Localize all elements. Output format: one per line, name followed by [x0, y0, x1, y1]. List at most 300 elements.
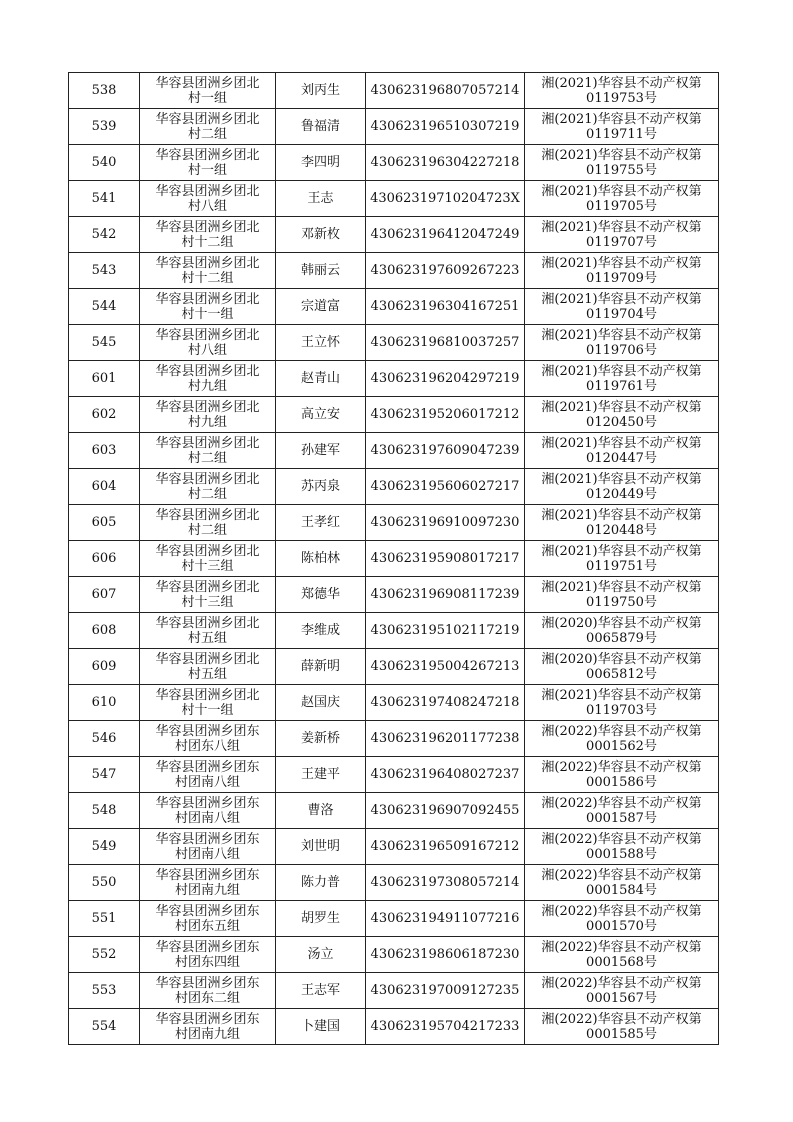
id-number-cell — [366, 829, 525, 865]
owner-name-cell — [276, 469, 366, 505]
table-row — [69, 433, 719, 469]
table-row — [69, 109, 719, 145]
certificate-cell-text: 湘(2022)华容县不动产权第 — [541, 867, 702, 883]
row-number-cell-text: 546 — [91, 731, 117, 746]
owner-name-cell-text: 刘世明 — [300, 839, 340, 854]
row-number-cell — [69, 469, 140, 505]
certificate-cell-text: 湘(2022)华容县不动产权第 — [541, 759, 702, 775]
row-number-cell-text: 550 — [91, 875, 117, 890]
owner-name-cell-text: 姜新桥 — [300, 731, 340, 746]
location-cell-text: 村团南八组 — [174, 810, 240, 826]
location-cell-text: 村二组 — [187, 522, 227, 538]
id-number-cell — [366, 505, 525, 541]
location-cell-text: 村团东八组 — [174, 738, 240, 754]
certificate-cell — [525, 361, 719, 397]
certificate-cell — [525, 217, 719, 253]
location-cell — [140, 469, 276, 505]
id-number-cell-text: 430623196304227218 — [370, 155, 520, 170]
location-cell-text: 村二组 — [187, 450, 227, 466]
location-cell-text: 华容县团洲乡团北 — [155, 291, 260, 307]
certificate-cell-text: 湘(2021)华容县不动产权第 — [541, 147, 702, 163]
owner-name-cell-text: 汤立 — [307, 947, 334, 962]
owner-name-cell-text: 刘丙生 — [300, 83, 340, 98]
id-number-cell — [366, 289, 525, 325]
id-number-cell — [366, 757, 525, 793]
row-number-cell — [69, 505, 140, 541]
id-number-cell-text: 430623196907092455 — [370, 803, 520, 818]
owner-name-cell-text: 赵国庆 — [300, 695, 340, 710]
location-cell-text: 村一组 — [187, 162, 227, 178]
location-cell — [140, 433, 276, 469]
row-number-cell-text: 554 — [91, 1019, 117, 1034]
location-cell-text: 华容县团洲乡团北 — [155, 147, 260, 163]
table-row — [69, 361, 719, 397]
location-cell-text: 村十二组 — [181, 234, 234, 250]
row-number-cell — [69, 973, 140, 1009]
certificate-cell — [525, 505, 719, 541]
owner-name-cell — [276, 361, 366, 397]
row-number-cell — [69, 433, 140, 469]
owner-name-cell-text: 宗道富 — [300, 299, 340, 314]
table-row — [69, 289, 719, 325]
certificate-cell-text: 0119753号 — [586, 90, 657, 106]
owner-name-cell-text: 曹洛 — [307, 803, 334, 818]
location-cell-text: 华容县团洲乡团北 — [155, 183, 260, 199]
row-number-cell — [69, 685, 140, 721]
certificate-cell — [525, 541, 719, 577]
location-cell-text: 华容县团洲乡团北 — [155, 471, 260, 487]
certificate-cell-text: 0119709号 — [586, 270, 657, 286]
row-number-cell-text: 538 — [91, 83, 117, 98]
owner-name-cell — [276, 685, 366, 721]
row-number-cell-text: 542 — [91, 227, 117, 242]
row-number-cell-text: 608 — [91, 623, 117, 638]
certificate-cell-text: 0119750号 — [586, 594, 657, 610]
certificate-cell — [525, 649, 719, 685]
owner-name-cell — [276, 433, 366, 469]
records-table — [68, 72, 719, 1045]
id-number-cell — [366, 181, 525, 217]
certificate-cell-text: 湘(2021)华容县不动产权第 — [541, 363, 702, 379]
row-number-cell-text: 548 — [91, 803, 117, 818]
location-cell — [140, 757, 276, 793]
certificate-cell-text: 湘(2021)华容县不动产权第 — [541, 579, 702, 595]
certificate-cell — [525, 577, 719, 613]
owner-name-cell — [276, 73, 366, 109]
location-cell-text: 华容县团洲乡团东 — [155, 759, 260, 775]
row-number-cell — [69, 829, 140, 865]
certificate-cell-text: 0120449号 — [586, 486, 657, 502]
certificate-cell-text: 湘(2021)华容县不动产权第 — [541, 471, 702, 487]
id-number-cell-text: 430623196509167212 — [370, 839, 520, 854]
location-cell-text: 华容县团洲乡团北 — [155, 435, 260, 451]
location-cell-text: 村十一组 — [181, 702, 234, 718]
certificate-cell-text: 湘(2021)华容县不动产权第 — [541, 291, 702, 307]
row-number-cell — [69, 613, 140, 649]
id-number-cell — [366, 937, 525, 973]
certificate-cell-text: 湘(2022)华容县不动产权第 — [541, 975, 702, 991]
certificate-cell-text: 湘(2021)华容县不动产权第 — [541, 507, 702, 523]
id-number-cell — [366, 865, 525, 901]
certificate-cell-text: 湘(2021)华容县不动产权第 — [541, 183, 702, 199]
id-number-cell — [366, 469, 525, 505]
location-cell-text: 华容县团洲乡团北 — [155, 111, 260, 127]
location-cell-text: 村团南八组 — [174, 774, 240, 790]
certificate-cell-text: 湘(2022)华容县不动产权第 — [541, 723, 702, 739]
certificate-cell — [525, 181, 719, 217]
owner-name-cell-text: 邓新枚 — [300, 227, 340, 242]
row-number-cell — [69, 937, 140, 973]
owner-name-cell-text: 王孝红 — [300, 515, 340, 530]
row-number-cell — [69, 865, 140, 901]
location-cell-text: 华容县团洲乡团北 — [155, 651, 260, 667]
row-number-cell — [69, 397, 140, 433]
location-cell — [140, 109, 276, 145]
location-cell — [140, 901, 276, 937]
location-cell — [140, 685, 276, 721]
id-number-cell-text: 43062319710204723X — [370, 191, 520, 206]
table-row — [69, 325, 719, 361]
certificate-cell-text: 湘(2022)华容县不动产权第 — [541, 831, 702, 847]
table-row — [69, 541, 719, 577]
location-cell-text: 华容县团洲乡团东 — [155, 867, 260, 883]
id-number-cell — [366, 721, 525, 757]
certificate-cell-text: 0119711号 — [586, 126, 657, 142]
owner-name-cell-text: 王志 — [307, 191, 334, 206]
id-number-cell-text: 430623195102117219 — [370, 623, 520, 638]
owner-name-cell — [276, 757, 366, 793]
row-number-cell — [69, 325, 140, 361]
owner-name-cell-text: 赵青山 — [300, 371, 340, 386]
owner-name-cell-text: 高立安 — [300, 407, 340, 422]
owner-name-cell — [276, 577, 366, 613]
location-cell-text: 村十一组 — [181, 306, 234, 322]
row-number-cell-text: 549 — [91, 839, 117, 854]
id-number-cell-text: 430623196908117239 — [370, 587, 520, 602]
owner-name-cell — [276, 217, 366, 253]
owner-name-cell-text: 鲁福清 — [300, 119, 340, 134]
owner-name-cell — [276, 145, 366, 181]
location-cell-text: 村十三组 — [181, 594, 234, 610]
location-cell-text: 村二组 — [187, 486, 227, 502]
certificate-cell-text: 0119704号 — [586, 306, 657, 322]
owner-name-cell — [276, 253, 366, 289]
row-number-cell — [69, 1009, 140, 1045]
location-cell-text: 华容县团洲乡团东 — [155, 795, 260, 811]
id-number-cell-text: 430623197609267223 — [370, 263, 520, 278]
location-cell — [140, 613, 276, 649]
location-cell-text: 村团南九组 — [174, 1026, 240, 1042]
certificate-cell — [525, 793, 719, 829]
location-cell-text: 华容县团洲乡团北 — [155, 255, 260, 271]
location-cell-text: 村团东二组 — [174, 990, 240, 1006]
certificate-cell-text: 0119751号 — [586, 558, 657, 574]
location-cell — [140, 289, 276, 325]
records-body — [69, 73, 719, 1045]
id-number-cell-text: 430623198606187230 — [370, 947, 520, 962]
owner-name-cell — [276, 649, 366, 685]
certificate-cell-text: 湘(2021)华容县不动产权第 — [541, 543, 702, 559]
location-cell-text: 村八组 — [187, 198, 227, 214]
location-cell-text: 华容县团洲乡团北 — [155, 363, 260, 379]
certificate-cell — [525, 829, 719, 865]
location-cell-text: 华容县团洲乡团东 — [155, 1011, 260, 1027]
certificate-cell-text: 湘(2022)华容县不动产权第 — [541, 1011, 702, 1027]
certificate-cell — [525, 145, 719, 181]
owner-name-cell-text: 孙建军 — [300, 443, 340, 458]
id-number-cell-text: 430623197308057214 — [370, 875, 520, 890]
location-cell-text: 华容县团洲乡团北 — [155, 399, 260, 415]
id-number-cell — [366, 145, 525, 181]
certificate-cell-text: 湘(2021)华容县不动产权第 — [541, 687, 702, 703]
location-cell — [140, 217, 276, 253]
id-number-cell-text: 430623195206017212 — [370, 407, 520, 422]
row-number-cell — [69, 145, 140, 181]
table-row — [69, 469, 719, 505]
location-cell-text: 华容县团洲乡团北 — [155, 579, 260, 595]
certificate-cell — [525, 289, 719, 325]
id-number-cell — [366, 253, 525, 289]
table-row — [69, 73, 719, 109]
id-number-cell — [366, 361, 525, 397]
owner-name-cell — [276, 109, 366, 145]
certificate-cell-text: 湘(2022)华容县不动产权第 — [541, 903, 702, 919]
row-number-cell-text: 547 — [91, 767, 117, 782]
certificate-cell-text: 0001567号 — [586, 990, 657, 1006]
owner-name-cell — [276, 793, 366, 829]
location-cell — [140, 361, 276, 397]
row-number-cell — [69, 793, 140, 829]
location-cell — [140, 253, 276, 289]
location-cell-text: 华容县团洲乡团北 — [155, 219, 260, 235]
location-cell — [140, 397, 276, 433]
location-cell-text: 村九组 — [187, 414, 227, 430]
certificate-cell-text: 0119703号 — [586, 702, 657, 718]
table-row — [69, 217, 719, 253]
table-row — [69, 1009, 719, 1045]
certificate-cell-text: 湘(2021)华容县不动产权第 — [541, 435, 702, 451]
location-cell — [140, 937, 276, 973]
id-number-cell-text: 430623197609047239 — [370, 443, 520, 458]
row-number-cell — [69, 901, 140, 937]
table-row — [69, 649, 719, 685]
location-cell-text: 华容县团洲乡团东 — [155, 903, 260, 919]
owner-name-cell — [276, 1009, 366, 1045]
id-number-cell — [366, 793, 525, 829]
table-row — [69, 829, 719, 865]
id-number-cell-text: 430623196412047249 — [370, 227, 520, 242]
id-number-cell — [366, 433, 525, 469]
certificate-cell-text: 0001586号 — [586, 774, 657, 790]
row-number-cell-text: 553 — [91, 983, 117, 998]
certificate-cell — [525, 973, 719, 1009]
location-cell — [140, 829, 276, 865]
id-number-cell — [366, 73, 525, 109]
certificate-cell-text: 0119761号 — [586, 378, 657, 394]
row-number-cell — [69, 721, 140, 757]
table-row — [69, 757, 719, 793]
location-cell-text: 村团东五组 — [174, 918, 240, 934]
owner-name-cell — [276, 613, 366, 649]
certificate-cell-text: 湘(2021)华容县不动产权第 — [541, 111, 702, 127]
table-row — [69, 937, 719, 973]
certificate-cell-text: 0001562号 — [586, 738, 657, 754]
certificate-cell — [525, 469, 719, 505]
row-number-cell — [69, 757, 140, 793]
id-number-cell — [366, 397, 525, 433]
owner-name-cell — [276, 181, 366, 217]
row-number-cell-text: 541 — [91, 191, 117, 206]
id-number-cell-text: 430623194911077216 — [370, 911, 520, 926]
table-row — [69, 505, 719, 541]
location-cell-text: 村九组 — [187, 378, 227, 394]
owner-name-cell-text: 苏丙泉 — [300, 479, 340, 494]
certificate-cell — [525, 901, 719, 937]
id-number-cell-text: 430623195606027217 — [370, 479, 520, 494]
location-cell-text: 华容县团洲乡团北 — [155, 75, 260, 91]
id-number-cell — [366, 685, 525, 721]
certificate-cell-text: 0119707号 — [586, 234, 657, 250]
certificate-cell-text: 湘(2020)华容县不动产权第 — [541, 615, 702, 631]
row-number-cell-text: 609 — [91, 659, 117, 674]
location-cell-text: 华容县团洲乡团北 — [155, 507, 260, 523]
id-number-cell — [366, 541, 525, 577]
id-number-cell — [366, 1009, 525, 1045]
row-number-cell-text: 607 — [91, 587, 117, 602]
id-number-cell — [366, 901, 525, 937]
certificate-cell-text: 0001570号 — [586, 918, 657, 934]
id-number-cell-text: 430623195704217233 — [370, 1019, 520, 1034]
location-cell — [140, 649, 276, 685]
certificate-cell — [525, 757, 719, 793]
id-number-cell-text: 430623196807057214 — [370, 83, 520, 98]
certificate-cell-text: 0001584号 — [586, 882, 657, 898]
table-row — [69, 973, 719, 1009]
certificate-cell-text: 湘(2021)华容县不动产权第 — [541, 255, 702, 271]
id-number-cell-text: 430623196408027237 — [370, 767, 520, 782]
owner-name-cell — [276, 829, 366, 865]
row-number-cell-text: 601 — [91, 371, 117, 386]
row-number-cell — [69, 541, 140, 577]
location-cell-text: 村八组 — [187, 342, 227, 358]
row-number-cell — [69, 217, 140, 253]
certificate-cell-text: 湘(2021)华容县不动产权第 — [541, 219, 702, 235]
owner-name-cell-text: 李四明 — [300, 155, 340, 170]
certificate-cell-text: 0120447号 — [586, 450, 657, 466]
location-cell-text: 村五组 — [187, 666, 227, 682]
owner-name-cell-text: 陈力普 — [300, 875, 340, 890]
location-cell — [140, 973, 276, 1009]
row-number-cell-text: 543 — [91, 263, 117, 278]
owner-name-cell-text: 王志军 — [300, 983, 340, 998]
certificate-cell-text: 湘(2021)华容县不动产权第 — [541, 327, 702, 343]
row-number-cell — [69, 289, 140, 325]
location-cell-text: 华容县团洲乡团北 — [155, 327, 260, 343]
owner-name-cell — [276, 937, 366, 973]
owner-name-cell-text: 王建平 — [300, 767, 340, 782]
owner-name-cell — [276, 541, 366, 577]
certificate-cell-text: 湘(2021)华容县不动产权第 — [541, 75, 702, 91]
owner-name-cell-text: 韩丽云 — [300, 263, 340, 278]
table-row — [69, 793, 719, 829]
certificate-cell-text: 0001588号 — [586, 846, 657, 862]
location-cell-text: 村团南八组 — [174, 846, 240, 862]
id-number-cell — [366, 613, 525, 649]
owner-name-cell-text: 胡罗生 — [300, 911, 340, 926]
owner-name-cell — [276, 901, 366, 937]
row-number-cell — [69, 361, 140, 397]
location-cell-text: 村二组 — [187, 126, 227, 142]
location-cell — [140, 577, 276, 613]
row-number-cell-text: 606 — [91, 551, 117, 566]
owner-name-cell — [276, 973, 366, 1009]
certificate-cell-text: 0119706号 — [586, 342, 657, 358]
table-row — [69, 253, 719, 289]
location-cell — [140, 145, 276, 181]
id-number-cell — [366, 973, 525, 1009]
location-cell — [140, 721, 276, 757]
location-cell-text: 华容县团洲乡团北 — [155, 543, 260, 559]
certificate-cell-text: 0120448号 — [586, 522, 657, 538]
location-cell-text: 华容县团洲乡团东 — [155, 831, 260, 847]
location-cell-text: 村一组 — [187, 90, 227, 106]
id-number-cell-text: 430623196201177238 — [370, 731, 520, 746]
location-cell-text: 华容县团洲乡团东 — [155, 975, 260, 991]
certificate-cell-text: 湘(2020)华容县不动产权第 — [541, 651, 702, 667]
owner-name-cell — [276, 289, 366, 325]
owner-name-cell-text: 卜建国 — [300, 1019, 340, 1034]
row-number-cell — [69, 253, 140, 289]
certificate-cell-text: 0001585号 — [586, 1026, 657, 1042]
row-number-cell-text: 610 — [91, 695, 117, 710]
id-number-cell — [366, 577, 525, 613]
table-row — [69, 721, 719, 757]
location-cell — [140, 793, 276, 829]
id-number-cell-text: 430623196810037257 — [370, 335, 520, 350]
id-number-cell-text: 430623196304167251 — [370, 299, 520, 314]
row-number-cell — [69, 73, 140, 109]
id-number-cell-text: 430623195004267213 — [370, 659, 520, 674]
table-row — [69, 613, 719, 649]
location-cell — [140, 181, 276, 217]
certificate-cell — [525, 721, 719, 757]
row-number-cell-text: 552 — [91, 947, 117, 962]
location-cell-text: 华容县团洲乡团东 — [155, 723, 260, 739]
certificate-cell — [525, 1009, 719, 1045]
location-cell-text: 村十三组 — [181, 558, 234, 574]
table-row — [69, 397, 719, 433]
location-cell-text: 华容县团洲乡团北 — [155, 687, 260, 703]
id-number-cell — [366, 649, 525, 685]
location-cell-text: 村十二组 — [181, 270, 234, 286]
table-row — [69, 577, 719, 613]
owner-name-cell-text: 陈柏林 — [300, 551, 340, 566]
id-number-cell — [366, 217, 525, 253]
location-cell-text: 村团南九组 — [174, 882, 240, 898]
row-number-cell-text: 539 — [91, 119, 117, 134]
row-number-cell-text: 551 — [91, 911, 117, 926]
certificate-cell — [525, 685, 719, 721]
certificate-cell-text: 0001568号 — [586, 954, 657, 970]
location-cell — [140, 541, 276, 577]
row-number-cell-text: 540 — [91, 155, 117, 170]
owner-name-cell — [276, 505, 366, 541]
certificate-cell-text: 0065812号 — [586, 666, 657, 682]
location-cell-text: 村五组 — [187, 630, 227, 646]
certificate-cell-text: 湘(2021)华容县不动产权第 — [541, 399, 702, 415]
owner-name-cell-text: 李维成 — [300, 623, 340, 638]
location-cell — [140, 505, 276, 541]
